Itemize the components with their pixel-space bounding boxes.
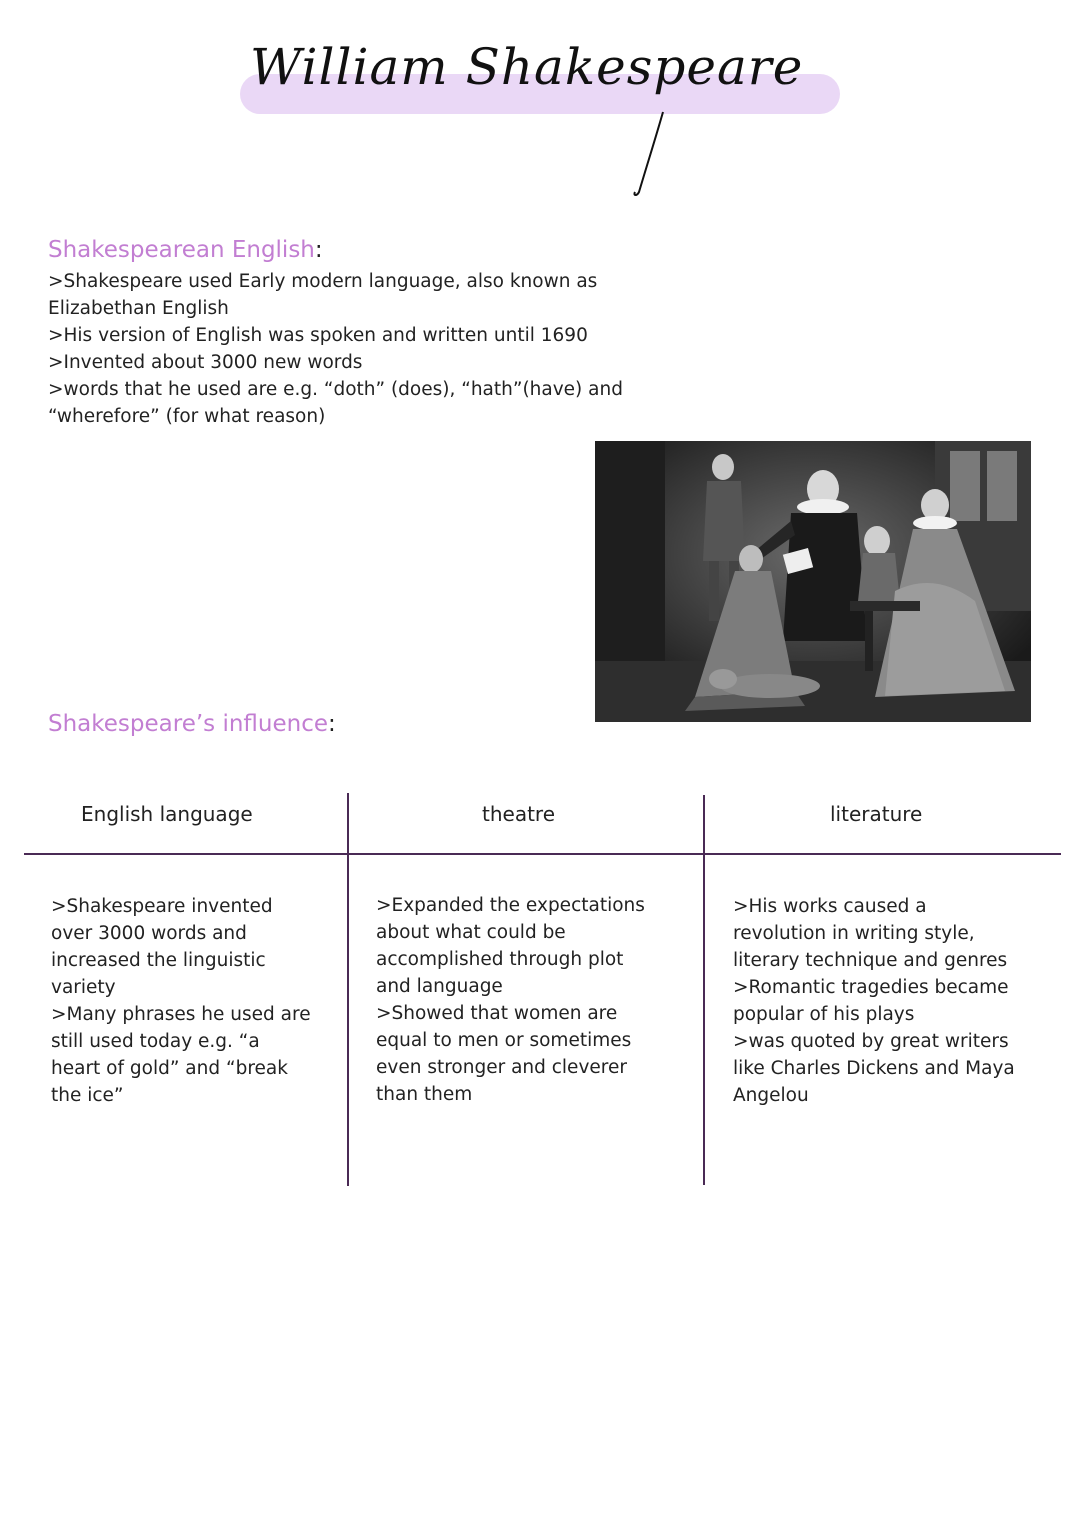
cell-line: accomplished through plot	[376, 949, 624, 970]
cell-line: >Expanded the expectations	[376, 895, 645, 916]
cell-line: increased the linguistic	[51, 950, 266, 971]
cell-line: over 3000 words and	[51, 923, 247, 944]
cell-line: equal to men or sometimes	[376, 1030, 632, 1051]
cell-line: like Charles Dickens and Maya	[733, 1058, 1015, 1079]
column-header-theatre: theatre	[482, 802, 556, 826]
column-literature-body	[733, 893, 1015, 1109]
cell-line: >Many phrases he used are	[51, 1004, 311, 1025]
header-rule	[24, 853, 1061, 855]
cell-line: revolution in writing style,	[733, 923, 975, 944]
section-heading-text: Shakespearean English	[48, 237, 315, 263]
section-english-body	[48, 268, 623, 430]
cell-line: the ice”	[51, 1085, 124, 1106]
page-title: William Shakespeare	[250, 38, 804, 96]
section-heading-english: Shakespearean English:	[48, 237, 323, 263]
body-line: Elizabethan English	[48, 298, 229, 319]
cell-line: than them	[376, 1084, 473, 1105]
title-block	[238, 30, 848, 180]
cell-line: >Romantic tragedies became	[733, 977, 1009, 998]
section-heading-influence: Shakespeare’s influence:	[48, 711, 336, 737]
column-header-english-language: English language	[81, 802, 253, 826]
body-line: >Shakespeare used Early modern language, also known as	[48, 271, 598, 292]
column-theatre-body	[376, 892, 645, 1108]
column-header-literature: literature	[830, 802, 923, 826]
cell-line: Angelou	[733, 1085, 809, 1106]
cell-line: >His works caused a	[733, 896, 927, 917]
title-flourish-icon	[633, 110, 673, 200]
body-line: >words that he used are e.g. “doth” (does), “hath”(have) and	[48, 379, 623, 400]
body-line: >His version of English was spoken and written until 1690	[48, 325, 588, 346]
cell-line: variety	[51, 977, 116, 998]
shakespeare-family-engraving	[595, 441, 1031, 722]
cell-line: even stronger and cleverer	[376, 1057, 627, 1078]
cell-line: >Shakespeare invented	[51, 896, 273, 917]
column-english-language-body	[51, 893, 311, 1109]
cell-line: about what could be	[376, 922, 566, 943]
cell-line: literary technique and genres	[733, 950, 1008, 971]
cell-line: heart of gold” and “break	[51, 1058, 288, 1079]
cell-line: popular of his plays	[733, 1004, 915, 1025]
cell-line: still used today e.g. “a	[51, 1031, 260, 1052]
cell-line: >Showed that women are	[376, 1003, 618, 1024]
body-line: >Invented about 3000 new words	[48, 352, 363, 373]
cell-line: >was quoted by great writers	[733, 1031, 1009, 1052]
section-heading-text: Shakespeare’s influence	[48, 711, 329, 737]
body-line: “wherefore” (for what reason)	[48, 406, 326, 427]
cell-line: and language	[376, 976, 503, 997]
column-divider	[347, 793, 349, 1186]
